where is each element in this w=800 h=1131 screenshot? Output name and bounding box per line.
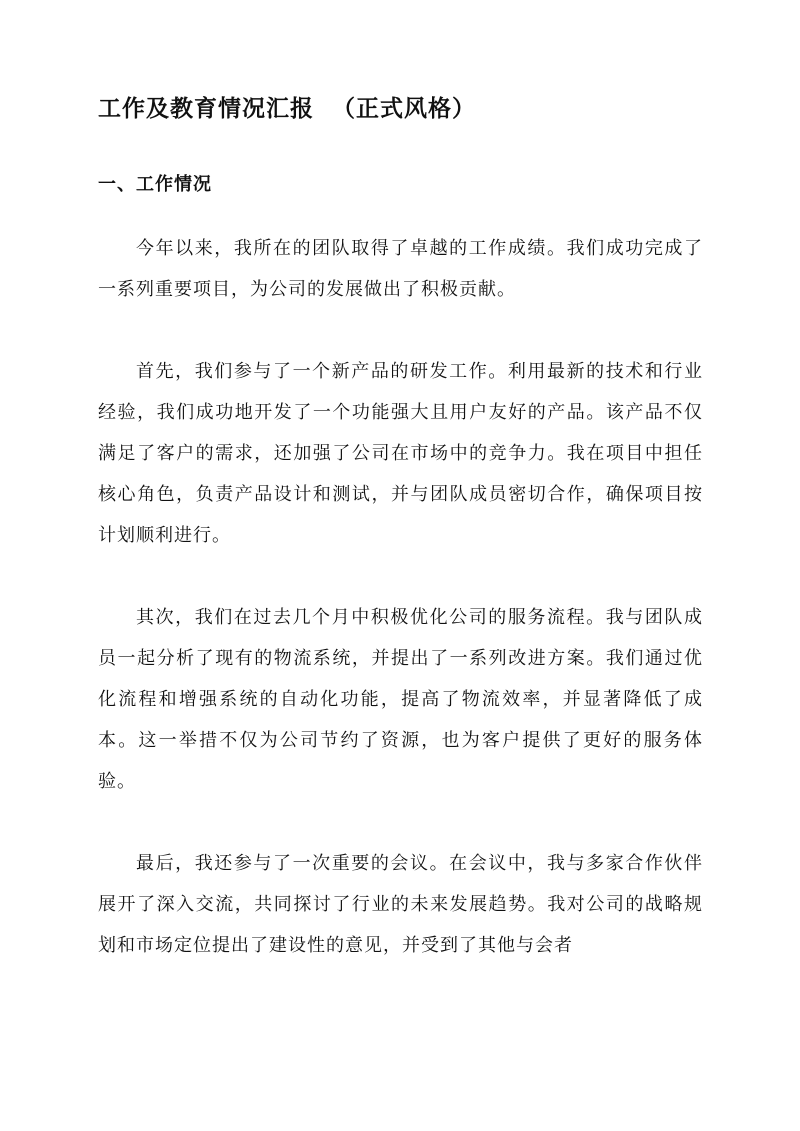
paragraph-second: 其次，我们在过去几个月中积极优化公司的服务流程。我与团队成员一起分析了现有的物流系统，并提出了一系列改进方案。我们通过优化流程和增强系统的自动化功能，提高了物流效率，并显著降低了成本。这一举措不仅为公司节约了资源，也为客户提供了更好的服务体验。: [98, 607, 703, 792]
paragraph-first: 首先，我们参与了一个新产品的研发工作。利用最新的技术和行业经验，我们成功地开发了一个功能强大且用户友好的产品。该产品不仅满足了客户的需求，还加强了公司在市场中的竞争力。我在项目中担任核心角色，负责产品设计和测试，并与团队成员密切合作，确保项目按计划顺利进行。: [98, 361, 703, 546]
document-title: [98, 90, 476, 123]
title-suffix: （正式风格）: [332, 95, 476, 122]
title-text: 工作及教育情况汇报: [98, 95, 314, 122]
paragraph-last: 最后，我还参与了一次重要的会议。在会议中，我与多家合作伙伴展开了深入交流，共同探讨了行业的未来发展趋势。我对公司的战略规划和市场定位提出了建设性的意见，并受到了其他与会者: [98, 853, 703, 956]
paragraph-intro: 今年以来，我所在的团队取得了卓越的工作成绩。我们成功完成了一系列重要项目，为公司的发展做出了积极贡献。: [98, 238, 703, 300]
section-heading-work: 一、工作情况: [98, 174, 212, 195]
document-body: [98, 228, 703, 1007]
